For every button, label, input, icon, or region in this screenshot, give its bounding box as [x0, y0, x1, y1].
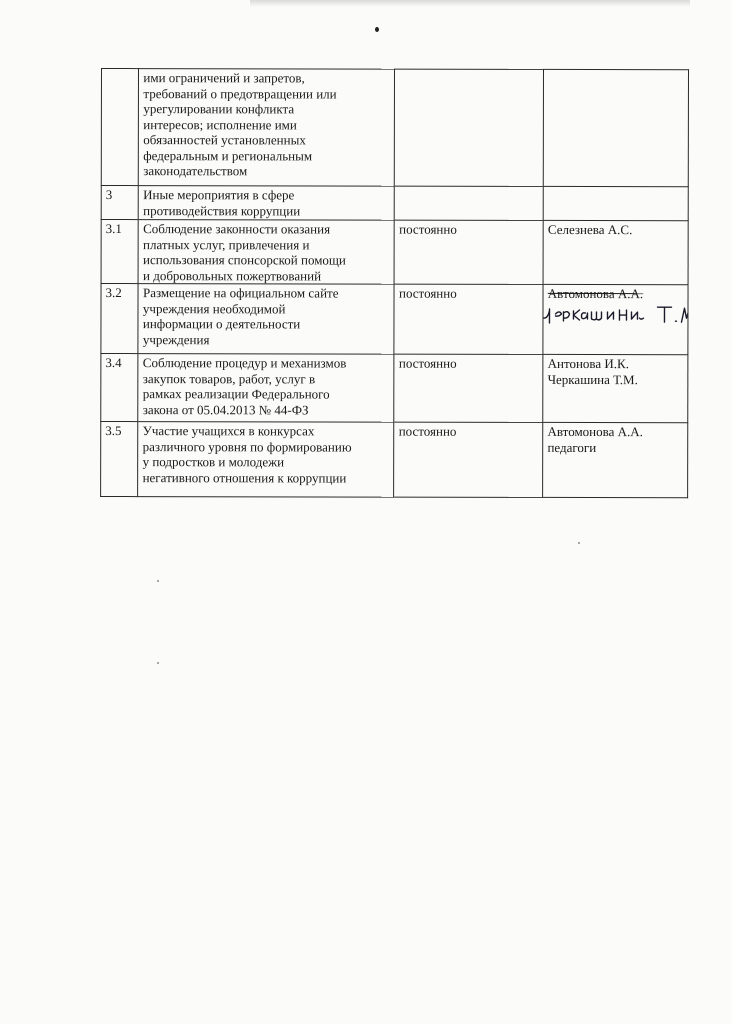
term-cell: постоянно	[394, 422, 543, 497]
text-line: учреждения	[142, 331, 210, 347]
responsible-cell	[543, 354, 688, 422]
text-line: рамках реализации Федерального	[142, 386, 330, 402]
responsible-cell	[543, 220, 688, 284]
text-line: негативного отношения к коррупции	[142, 469, 347, 486]
text-line: и добровольных пожертвований	[142, 267, 322, 283]
text-line: федеральным и региональным	[143, 147, 313, 163]
text-line: использования спонсорской помощи	[143, 252, 346, 268]
text-line: различного уровня по формированию	[142, 438, 352, 455]
text-line: платных услуг, привлечения и	[143, 236, 310, 252]
responsible-cell	[543, 186, 688, 220]
text-line: урегулировании конфликта	[143, 101, 295, 117]
measure-text	[139, 69, 395, 187]
row-number: 3	[101, 186, 139, 220]
term-cell: постоянно	[394, 284, 543, 354]
text-line: закупок товаров, работ, услуг в	[142, 370, 316, 386]
handwritten-signature-icon	[543, 299, 688, 329]
row-number: 3.5	[101, 422, 139, 497]
table-row	[101, 284, 688, 355]
measure-text	[138, 284, 394, 355]
responsible-cell	[543, 422, 688, 497]
table-row	[101, 186, 688, 221]
responsible-name-struck: Автомонова А.А.	[547, 285, 644, 302]
text-line: Соблюдение процедур и механизмов	[142, 355, 347, 371]
text-line: противодействия коррупции	[143, 202, 301, 218]
row-number	[101, 69, 139, 186]
table-row	[101, 220, 688, 285]
text-line: Соблюдение законности оказания	[143, 221, 331, 237]
responsible-cell	[544, 69, 689, 186]
text-line: у подростков и молодежи	[142, 454, 285, 470]
handwritten-correction	[548, 301, 684, 325]
term-cell: постоянно	[395, 220, 544, 284]
row-number: 3.1	[101, 220, 139, 284]
text-line: требований о предотвращении или	[143, 85, 337, 101]
responsible-name: Селезнева А.С.	[547, 221, 633, 238]
responsible-name: педагоги	[547, 439, 597, 455]
text-line: интересов; исполнение ими	[143, 116, 297, 132]
text-line: информации о деятельности	[142, 316, 301, 332]
text-line: Участие учащихся в конкурсах	[142, 423, 315, 439]
row-number: 3.2	[101, 284, 139, 354]
responsible-name: Антонова И.К.	[547, 355, 630, 372]
text-line: закона от 05.04.2013 № 44-ФЗ	[142, 401, 309, 417]
scan-speck	[578, 542, 580, 544]
table-row	[101, 69, 688, 187]
term-cell	[395, 69, 544, 186]
measure-text	[139, 186, 395, 221]
scan-speck	[157, 580, 159, 582]
responsible-name: Автомонова А.А.	[547, 423, 643, 440]
table-row	[101, 422, 688, 498]
measure-text	[138, 354, 394, 423]
text-line: Иные мероприятия в сфере	[143, 187, 295, 203]
text-line: Размещение на официальном сайте	[142, 285, 339, 301]
scan-speck	[375, 27, 379, 32]
measures-table	[100, 68, 689, 498]
responsible-cell	[543, 284, 688, 354]
scan-top-edge	[250, 0, 690, 7]
text-line: учреждения необходимой	[142, 300, 286, 316]
table-row	[101, 354, 688, 423]
text-line: законодательством	[143, 163, 248, 179]
text-line: ими ограничений и запретов,	[143, 70, 305, 86]
row-number: 3.4	[101, 354, 139, 422]
measure-text	[138, 422, 394, 498]
term-cell: постоянно	[394, 354, 543, 422]
scan-speck	[157, 662, 159, 664]
term-cell	[395, 186, 544, 220]
measure-text	[138, 220, 394, 285]
text-line: обязанностей установленных	[143, 132, 306, 148]
responsible-name: Черкашина Т.М.	[547, 371, 638, 387]
